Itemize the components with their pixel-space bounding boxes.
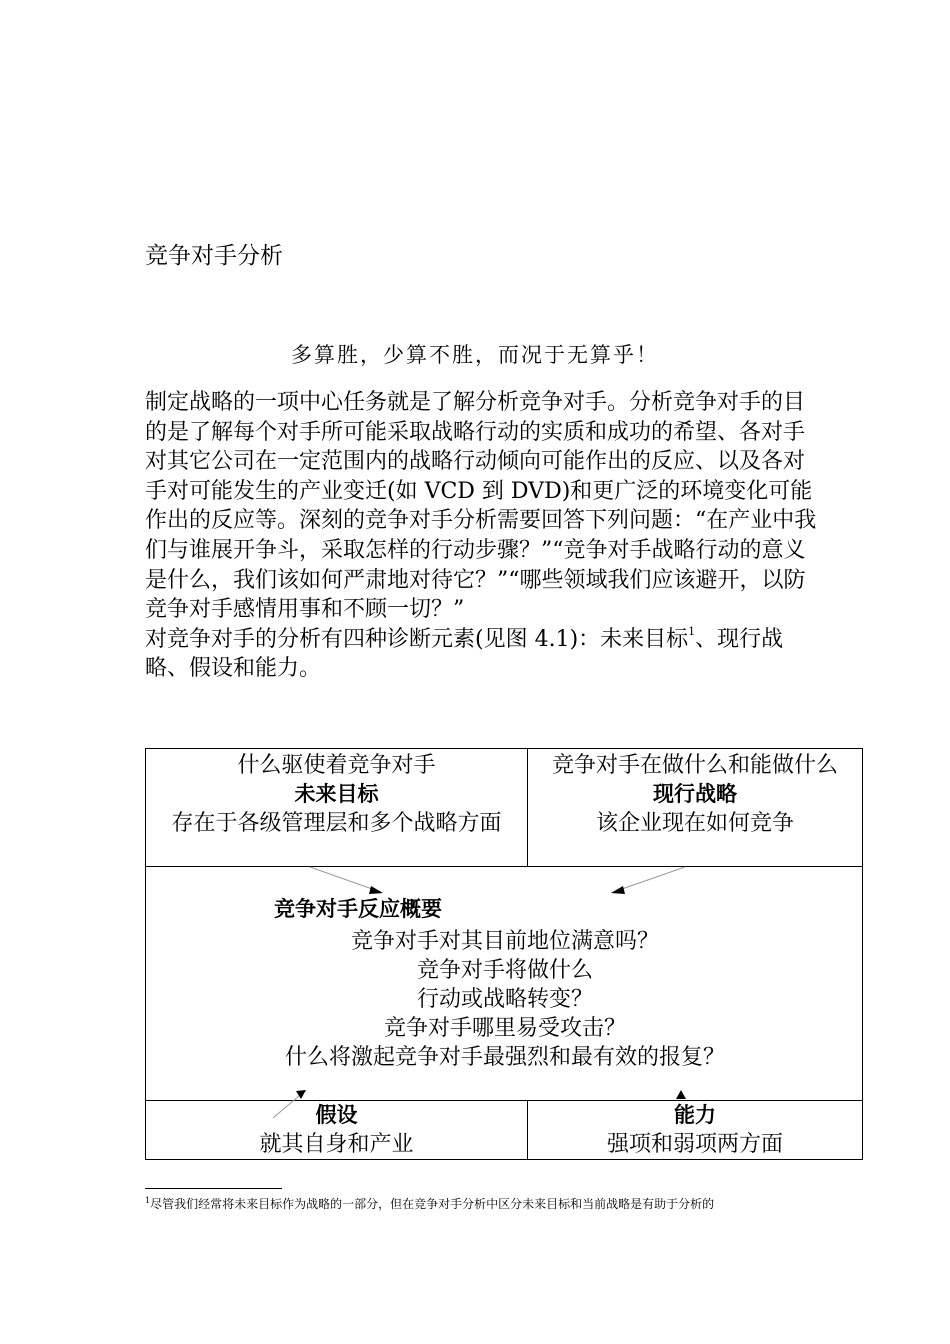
current-strategy-box [527,748,863,867]
capabilities-box [527,1100,863,1160]
current-strategy-desc: 该企业现在如何竞争 [595,811,794,836]
response-question: 行动或战略转变？ [416,987,593,1012]
assumptions-heading: 假设 [315,1103,358,1127]
response-question: 什么将激起竞争对手最强烈和最有效的报复？ [284,1045,725,1070]
assumptions-desc: 就其自身和产业 [259,1132,414,1157]
future-goals-question: 什么驱使着竞争对手 [237,753,436,778]
response-question: 竞争对手哪里易受攻击？ [383,1016,626,1041]
capabilities-heading: 能力 [674,1103,716,1127]
body-text [145,388,825,684]
future-goals-box [145,748,528,867]
elements-text-after: 、现行战略、假设和能力。 [145,626,784,682]
capabilities-desc: 强项和弱项两方面 [606,1132,783,1157]
intro-paragraph: 制定战略的一项中心任务就是了解分析竞争对手。分析竞争对手的目的是了解每个对手所可能采取战略行动的实质和成功的希望、各对手对其它公司在一定范围内的战略行动倾向可能作出的反应、以及各对手对可能发生的产业变迁(如 VCD 到 DVD)和更广泛的环境变化可能作出的反应等。深刻的竞争对手分析需要回答下列问题：“在产业中我们与谁展开争斗，采取怎样的行动步骤？”“竞争对手战略行动的意义是什么，我们该如何严肃地对待它？”“哪些领域我们应该避开，以防竞争对手感情用事和不顾一切？” [145,390,817,623]
footnote-mark: 1 [145,1196,151,1205]
motto-quote: 多算胜，少算不胜，而况于无算乎！ [291,343,659,367]
current-strategy-heading: 现行战略 [653,782,737,806]
response-profile-heading: 竞争对手反应概要 [274,897,442,921]
footnote-reference: 1 [688,624,696,638]
footnote-text: 尽管我们经常将未来目标作为战略的一部分，但在竞争对手分析中区分未来目标和当前战略是有助于分析的 [150,1197,715,1211]
future-goals-heading: 未来目标 [294,782,379,806]
response-question: 竞争对手对其目前地位满意吗？ [350,929,659,954]
footnote-separator [145,1188,282,1189]
response-profile-questions [146,927,864,1072]
response-profile-box [145,866,863,1101]
current-strategy-question: 竞争对手在做什么和能做什么 [551,753,838,778]
elements-paragraph [145,625,825,684]
footnote [145,1196,810,1213]
future-goals-desc: 存在于各级管理层和多个战略方面 [171,811,502,836]
elements-text-before: 对竞争对手的分析有四种诊断元素(见图 4.1)：未来目标 [145,626,689,652]
response-question: 竞争对手将做什么 [416,958,593,983]
page-title: 竞争对手分析 [145,243,283,269]
competitor-analysis-diagram [145,748,863,1160]
assumptions-box [145,1100,528,1160]
